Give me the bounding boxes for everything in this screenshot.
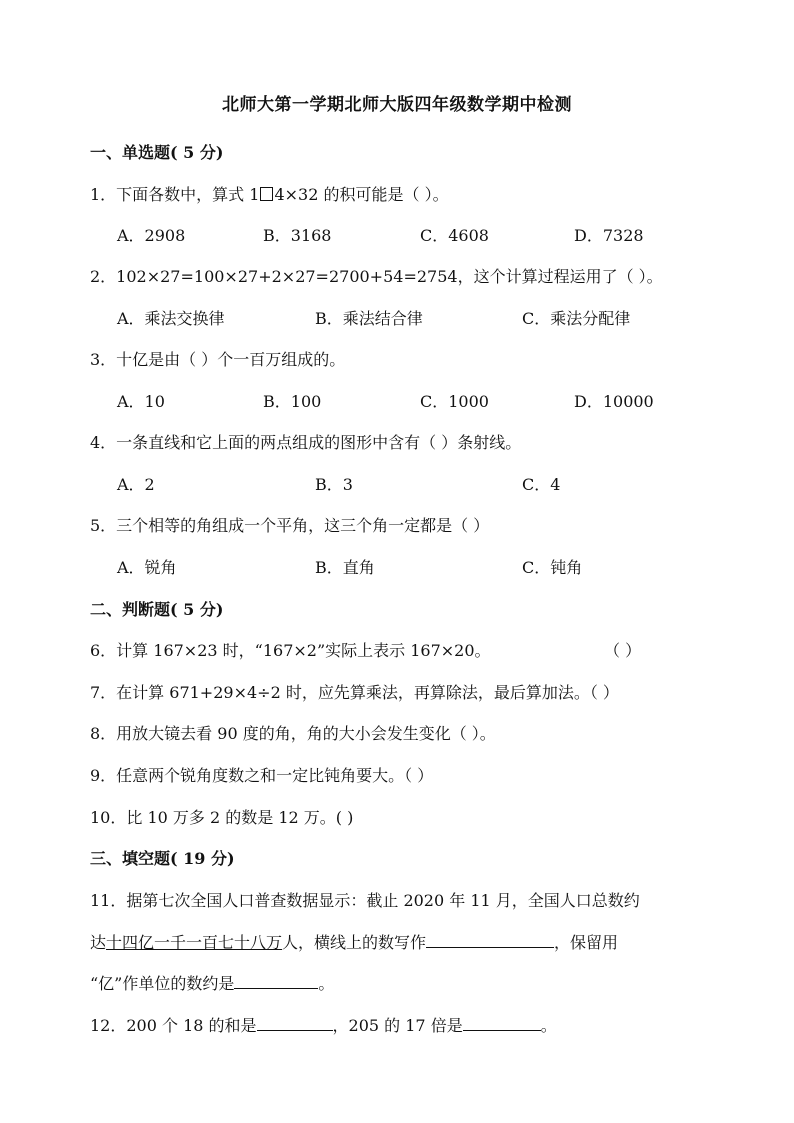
question-12-mid: ，205 的 17 倍是 bbox=[332, 1016, 463, 1035]
question-11-line-2-pre: 达 bbox=[90, 933, 107, 952]
answer-blank-12a[interactable] bbox=[257, 1016, 333, 1031]
question-5-option-c[interactable]: C．钝角 bbox=[522, 558, 583, 577]
question-1-text-post: 4×32 的积可能是（ ）。 bbox=[274, 185, 449, 204]
section-heading-true-false: 二、判断题( 5 分) bbox=[90, 600, 224, 619]
answer-blank-11a[interactable] bbox=[426, 933, 554, 948]
question-1 bbox=[90, 182, 449, 205]
question-6: 6．计算 167×23 时，“167×2”实际上表示 167×20。 bbox=[90, 641, 491, 660]
page-title: 北师大第一学期北师大版四年级数学期中检测 bbox=[222, 95, 572, 115]
question-3: 3．十亿是由（ ）个一百万组成的。 bbox=[90, 350, 346, 369]
question-11-line-2-end: ，保留用 bbox=[554, 933, 619, 952]
missing-digit-box bbox=[260, 187, 273, 201]
question-1-option-b[interactable]: B．3168 bbox=[263, 226, 332, 245]
question-11-line-3 bbox=[90, 971, 334, 994]
question-3-option-a[interactable]: A．10 bbox=[117, 392, 165, 411]
section-heading-fill-blank: 三、填空题( 19 分) bbox=[90, 849, 235, 868]
question-1-option-c[interactable]: C．4608 bbox=[420, 226, 489, 245]
question-3-option-d[interactable]: D．10000 bbox=[574, 392, 654, 411]
question-1-option-a[interactable]: A．2908 bbox=[117, 226, 186, 245]
question-2-option-c[interactable]: C．乘法分配律 bbox=[522, 309, 631, 328]
question-1-option-d[interactable]: D．7328 bbox=[574, 226, 644, 245]
question-11-line-3-pre: “亿”作单位的数约是 bbox=[90, 974, 235, 993]
question-1-text-pre: 1．下面各数中，算式 1 bbox=[90, 185, 260, 204]
question-4-option-c[interactable]: C．4 bbox=[522, 475, 561, 494]
question-11-line-3-end: 。 bbox=[318, 974, 335, 993]
question-12-pre: 12．200 个 18 的和是 bbox=[90, 1016, 257, 1035]
answer-blank-11b[interactable] bbox=[234, 974, 318, 989]
question-5: 5．三个相等的角组成一个平角，这三个角一定都是（ ） bbox=[90, 516, 490, 535]
question-2-option-a[interactable]: A．乘法交换律 bbox=[117, 309, 225, 328]
question-3-option-b[interactable]: B．100 bbox=[263, 392, 322, 411]
underlined-number-text: 十四亿一千一百七十八万 bbox=[106, 933, 283, 952]
question-5-option-b[interactable]: B．直角 bbox=[315, 558, 375, 577]
question-4-option-b[interactable]: B．3 bbox=[315, 475, 353, 494]
question-11-line-2 bbox=[90, 930, 618, 953]
question-11-line-2-post: 人，横线上的数写作 bbox=[282, 933, 427, 952]
question-2-option-b[interactable]: B．乘法结合律 bbox=[315, 309, 423, 328]
question-3-option-c[interactable]: C．1000 bbox=[420, 392, 489, 411]
answer-blank-12b[interactable] bbox=[463, 1016, 541, 1031]
question-4: 4．一条直线和它上面的两点组成的图形中含有（ ）条射线。 bbox=[90, 433, 522, 452]
question-5-option-a[interactable]: A．锐角 bbox=[117, 558, 177, 577]
question-10: 10．比 10 万多 2 的数是 12 万。( ) bbox=[90, 808, 354, 827]
question-6-answer-parens[interactable]: （ ） bbox=[604, 641, 642, 660]
question-2: 2．102×27=100×27+2×27=2700+54=2754，这个计算过程运用了（ ）。 bbox=[90, 267, 663, 286]
question-7: 7．在计算 671+29×4÷2 时，应先算乘法，再算除法，最后算加法。（ ） bbox=[90, 683, 619, 702]
question-4-option-a[interactable]: A．2 bbox=[117, 475, 155, 494]
question-12-end: 。 bbox=[540, 1016, 557, 1035]
question-12 bbox=[90, 1013, 557, 1036]
question-8: 8．用放大镜去看 90 度的角，角的大小会发生变化（ ）。 bbox=[90, 724, 496, 743]
question-9: 9．任意两个锐角度数之和一定比钝角要大。（ ） bbox=[90, 766, 434, 785]
question-11-line-1: 11．据第七次全国人口普查数据显示：截止 2020 年 11 月，全国人口总数约 bbox=[90, 891, 640, 910]
section-heading-single-choice: 一、单选题( 5 分) bbox=[90, 143, 224, 162]
